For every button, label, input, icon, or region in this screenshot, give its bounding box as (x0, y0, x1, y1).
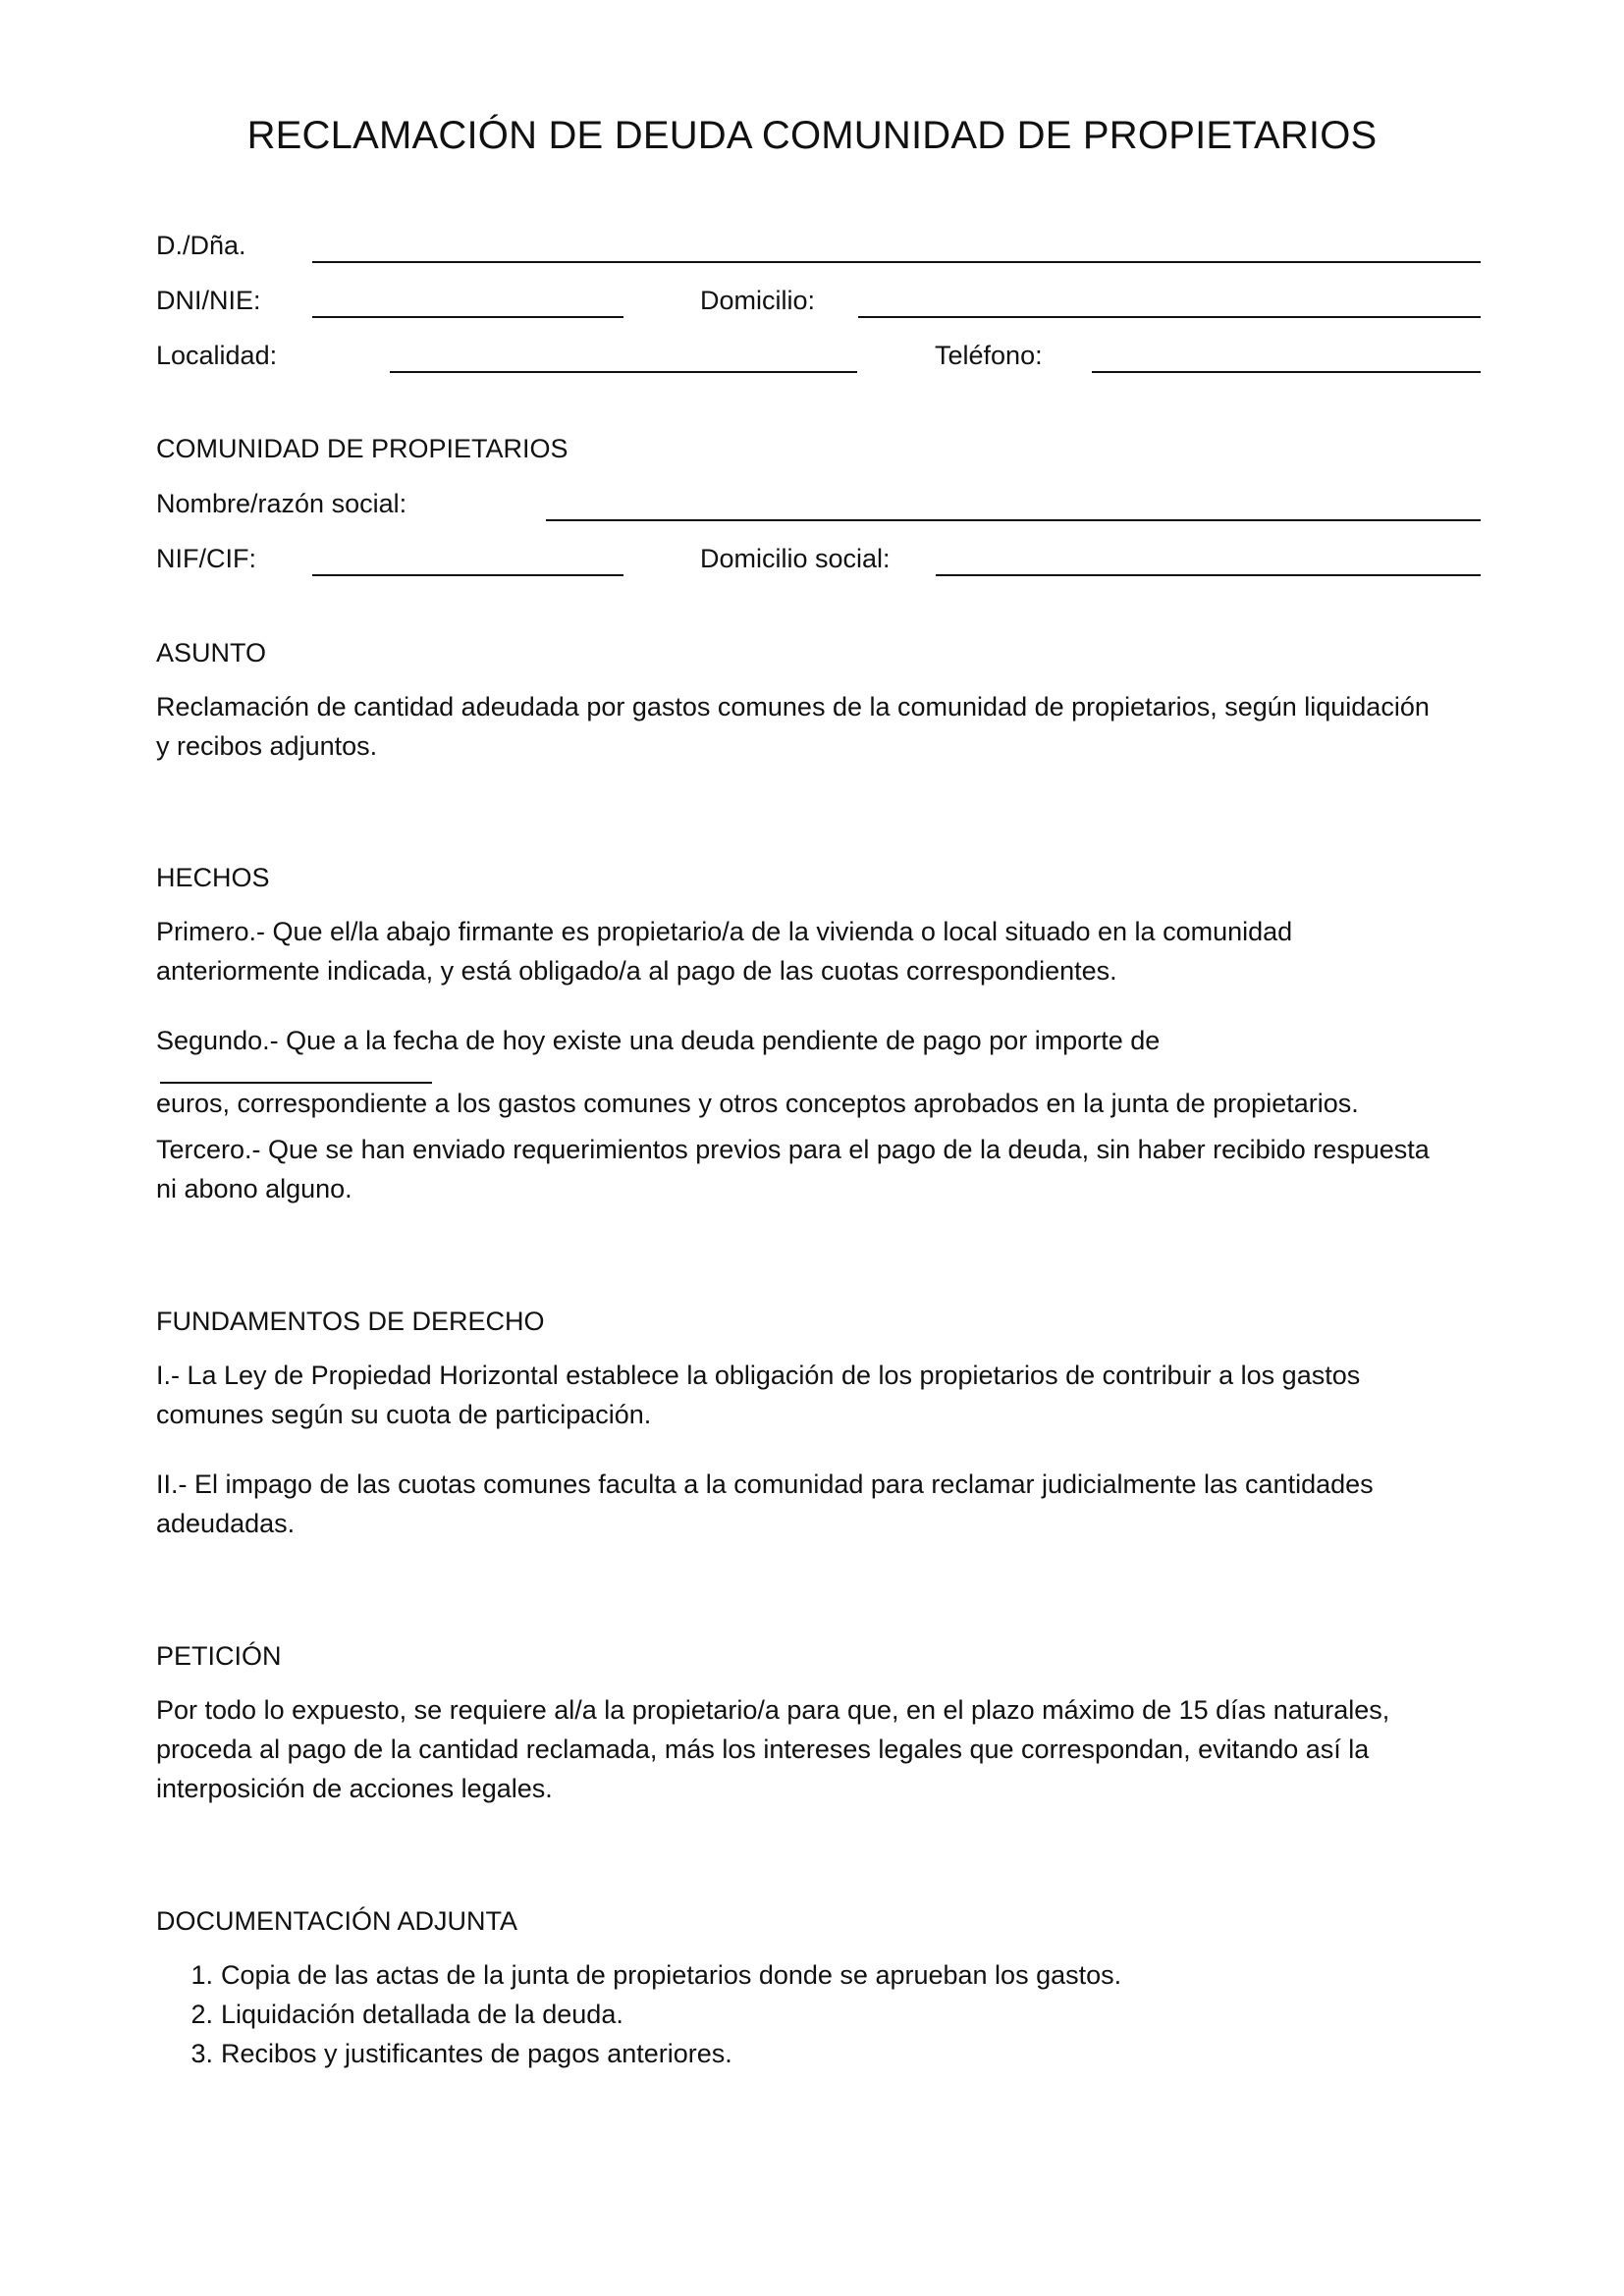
fundamento-ii (156, 1465, 1482, 1543)
phone-label: Teléfono: (935, 341, 1043, 370)
nif-label: NIF/CIF: (156, 544, 256, 573)
list-item-text: Copia de las actas de la junta de propietarios donde se aprueban los gastos. (221, 1960, 1122, 1990)
asunto-heading: ASUNTO (156, 638, 267, 667)
name-label: D./Dña. (156, 231, 246, 260)
segundo-line: euros, correspondiente a los gastos comunes y otros conceptos aprobados en la junta de propietarios. (156, 1089, 1359, 1118)
peticion-paragraph (156, 1690, 1482, 1808)
list-item-text: Liquidación detallada de la deuda. (221, 2000, 623, 2029)
community-heading: COMUNIDAD DE PROPIETARIOS (156, 434, 568, 463)
amount-blank[interactable] (160, 1060, 432, 1084)
list-item-text: Recibos y justificantes de pagos anteriores. (221, 2039, 732, 2068)
hechos-primero (156, 912, 1482, 990)
address-field[interactable] (858, 316, 1481, 318)
community-name-label: Nombre/razón social: (156, 489, 407, 518)
asunto-line: y recibos adjuntos. (156, 731, 378, 761)
primero-line: Primero.- Que el/la abajo firmante es propietario/a de la vivienda o local situado en la comunidad (156, 917, 1293, 946)
list-item-number: 2. (190, 2000, 213, 2029)
list-item-number: 3. (190, 2039, 213, 2068)
list-item (156, 2034, 1121, 2073)
list-item (156, 1955, 1121, 1995)
document-title: RECLAMACIÓN DE DEUDA COMUNIDAD DE PROPIETARIOS (246, 114, 1378, 157)
city-label: Localidad: (156, 341, 278, 370)
nif-field[interactable] (312, 574, 623, 576)
address-label: Domicilio: (700, 286, 816, 315)
documentacion-list (156, 1955, 1121, 2073)
social-address-label: Domicilio social: (700, 544, 891, 573)
asunto-paragraph (156, 687, 1482, 766)
list-item (156, 1995, 1121, 2034)
fundamento-line: comunes según su cuota de participación. (156, 1400, 652, 1429)
hechos-tercero (156, 1130, 1482, 1208)
social-address-field[interactable] (936, 574, 1481, 576)
peticion-heading: PETICIÓN (156, 1641, 282, 1671)
peticion-line: interposición de acciones legales. (156, 1774, 553, 1803)
name-field[interactable] (312, 261, 1481, 263)
segundo-line (156, 1021, 1482, 1084)
hechos-segundo (156, 1021, 1482, 1123)
fundamento-line: I.- La Ley de Propiedad Horizontal establece la obligación de los propietarios de contribuir a los gastos (156, 1361, 1361, 1390)
dni-label: DNI/NIE: (156, 286, 261, 315)
documentacion-heading: DOCUMENTACIÓN ADJUNTA (156, 1906, 518, 1936)
fundamento-line: II.- El impago de las cuotas comunes faculta a la comunidad para reclamar judicialmente las cantidades (156, 1469, 1374, 1499)
city-field[interactable] (390, 371, 857, 373)
hechos-heading: HECHOS (156, 863, 270, 892)
primero-line: anteriormente indicada, y está obligado/a al pago de las cuotas correspondientes. (156, 956, 1117, 986)
segundo-start: Segundo.- Que a la fecha de hoy existe una deuda pendiente de pago por importe de (156, 1026, 1161, 1055)
tercero-line: Tercero.- Que se han enviado requerimientos previos para el pago de la deuda, sin haber recibido respuesta (156, 1135, 1430, 1164)
asunto-line: Reclamación de cantidad adeudada por gastos comunes de la comunidad de propietarios, según liquidación (156, 692, 1430, 721)
community-name-field[interactable] (546, 519, 1481, 521)
peticion-line: proceda al pago de la cantidad reclamada, más los intereses legales que correspondan, evitando así la (156, 1735, 1370, 1764)
phone-field[interactable] (1092, 371, 1481, 373)
peticion-line: Por todo lo expuesto, se requiere al/a la propietario/a para que, en el plazo máximo de 15 días naturales, (156, 1695, 1390, 1725)
fundamento-i (156, 1356, 1482, 1434)
fundamentos-heading: FUNDAMENTOS DE DERECHO (156, 1307, 545, 1336)
fundamento-line: adeudadas. (156, 1509, 296, 1538)
tercero-line: ni abono alguno. (156, 1174, 352, 1203)
list-item-number: 1. (190, 1960, 213, 1990)
dni-field[interactable] (312, 316, 623, 318)
